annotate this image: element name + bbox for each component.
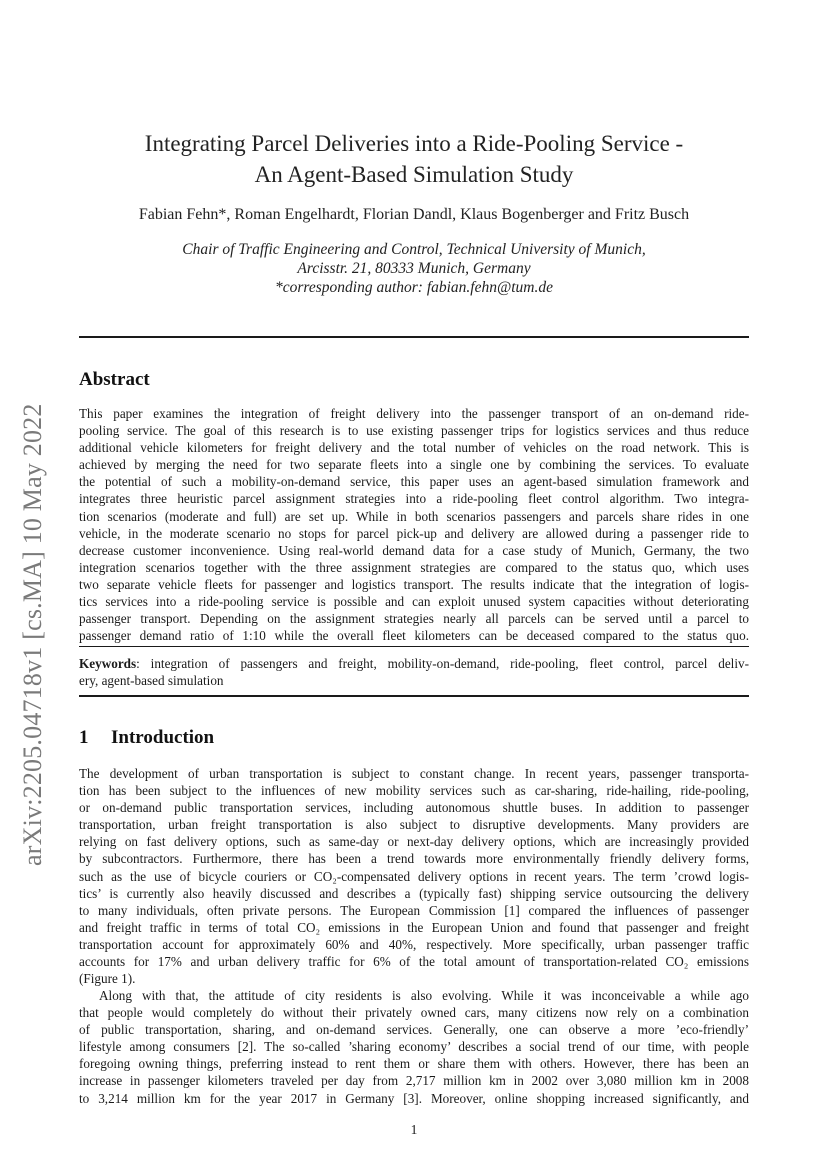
keywords-block [79, 655, 749, 689]
bottom-divider [79, 695, 749, 697]
body-line: such as the use of bicycle couriers or CO₂-compensated delivery options in recent years. The term ’crowd logis- [79, 868, 749, 884]
body-line: to 3,214 million km for the year 2017 in Germany [3]. Moreover, online shopping increased significantly, and [79, 1090, 749, 1106]
introduction-paragraph-2 [79, 987, 749, 1107]
body-line: of public transportation, sharing, and on-demand services. Generally, one can observe a more ’eco-friendly’ [79, 1022, 749, 1038]
corresponding-author-line: *corresponding author: fabian.fehn@tum.de [274, 279, 554, 296]
keywords-line: ery, agent-based simulation [79, 673, 224, 689]
abstract-line: passenger transport. Depending on the assignment strategies nearly all parcels can be served until a parcel to [79, 611, 749, 627]
section-number: 1 [79, 727, 89, 748]
abstract-line: vehicle, in the moderate scenario no stops for parcel pick-up and delivery are allowed during a passenger ride to [79, 525, 749, 541]
body-line: foregoing owning things, preferring instead to rent them or share them with others. However, there has been an [79, 1056, 749, 1072]
abstract-line: integration scenarios together with the three assignment strategies are compared to the status quo, which uses [79, 559, 749, 575]
body-line: The development of urban transportation is subject to constant change. In recent years, passenger transporta- [79, 766, 749, 781]
abstract-line: achieved by merging the need for two separate fleets into a single one by combining the services. To evaluate [79, 457, 749, 473]
body-line: relying on fast delivery options, such as same-day or next-day delivery options, which are increasingly provided [79, 834, 749, 850]
body-line: by subcontractors. Furthermore, there has been a trend towards more environmentally friendly delivery forms, [79, 851, 749, 867]
body-line: increase in passenger kilometers traveled per day from 2,717 million km in 2002 over 3,080 million km in 2008 [79, 1073, 749, 1089]
body-line: transportation account for approximately 60% and 40%, respectively. More specifically, urban passenger traffic [79, 936, 749, 952]
body-line: tion has been subject to the influences of new mobility services such as car-sharing, ride-hailing, ride-pooling, [79, 783, 749, 799]
arxiv-identifier-stamp [4, 346, 64, 866]
body-line: Along with that, the attitude of city residents is also evolving. While it was inconceivable a while ago [99, 988, 749, 1003]
top-divider [79, 336, 749, 338]
abstract-line: the potential of such a mobility-on-demand service, this paper uses an agent-based simulation framework and [79, 474, 749, 490]
abstract-line: additional vehicle kilometers for freight delivery and the total number of vehicles on the road network. This is [79, 440, 749, 456]
affiliation-line: Chair of Traffic Engineering and Control, Technical University of Munich, [182, 241, 646, 258]
paper-title [100, 128, 728, 190]
body-line: and freight traffic in terms of total CO₂ emissions in the European Union and found that passenger and freight [79, 919, 749, 935]
abstract-line: tics services into a ride-pooling service is possible and can exploit unused system capacities without deteriorating [79, 594, 749, 610]
affiliation [60, 240, 768, 297]
keywords-label: Keywords [79, 656, 137, 671]
keywords-divider [79, 646, 749, 647]
abstract-body [79, 405, 749, 644]
abstract-line: passenger demand ratio of 1:10 while the overall fleet kilometers can be deceased compared to the status quo. [79, 628, 749, 644]
section-title: Introduction [111, 727, 215, 748]
body-line: transportation, urban freight transportation is also subject to disruptive developments. Many providers are [79, 817, 749, 833]
body-line: lifestyle among consumers [2]. The so-called ’sharing economy’ describes a social trend of our time, with people [79, 1039, 749, 1055]
keywords-line [79, 655, 749, 672]
abstract-line: pooling service. The goal of this research is to use existing passenger trips for logistics services and thus reduce [79, 423, 749, 439]
body-line: (Figure 1). [79, 971, 136, 987]
title-line: An Agent-Based Simulation Study [254, 162, 574, 187]
body-line: to many individuals, often private persons. The European Commission [1] compared the influences of passenger [79, 902, 749, 918]
section-heading [79, 727, 214, 749]
abstract-heading: Abstract [79, 369, 150, 390]
abstract-line: integrates three heuristic parcel assignment strategies into a ride-pooling fleet control algorithm. Two integra- [79, 491, 749, 507]
body-line: or on-demand public transportation services, including autonomous shuttle buses. In addition to passenger [79, 800, 749, 816]
body-line: tics’ is currently also heavily discussed and describes a (typically fast) shipping service outsourcing the delivery [79, 885, 749, 901]
author-list: Fabian Fehn*, Roman Engelhardt, Florian Dandl, Klaus Bogenberger and Fritz Busch [138, 206, 690, 223]
abstract-line: tion scenarios (moderate and full) are set up. While in both scenarios passengers and parcels share rides in one [79, 508, 749, 524]
abstract-line: decrease customer inconvenience. Using real-world demand data for a case study of Munich, Germany, the two [79, 542, 749, 558]
abstract-line: This paper examines the integration of freight delivery into the passenger transport of an on-demand ride- [79, 406, 749, 421]
introduction-paragraph-1 [79, 765, 749, 987]
affiliation-line: Arcisstr. 21, 80333 Munich, Germany [297, 260, 531, 277]
page-number: 1 [410, 1122, 418, 1137]
body-line: that people would completely do without their privately owned cars, many citizens now rely on a combination [79, 1005, 749, 1021]
title-line: Integrating Parcel Deliveries into a Ride-Pooling Service - [144, 131, 684, 156]
arxiv-id: arXiv:2205.04718v1 [cs.MA] 10 May 2022 [18, 403, 47, 866]
keywords-text: : integration of passengers and freight, mobility-on-demand, ride-pooling, fleet control, parcel deliv- [136, 656, 749, 671]
body-line: accounts for 17% and urban delivery traffic for 6% of the total amount of transportation-related CO₂ emissions [79, 954, 749, 970]
abstract-line: two separate vehicle fleets for passenger and logistics transport. The results indicate that the integration of logis- [79, 576, 749, 592]
